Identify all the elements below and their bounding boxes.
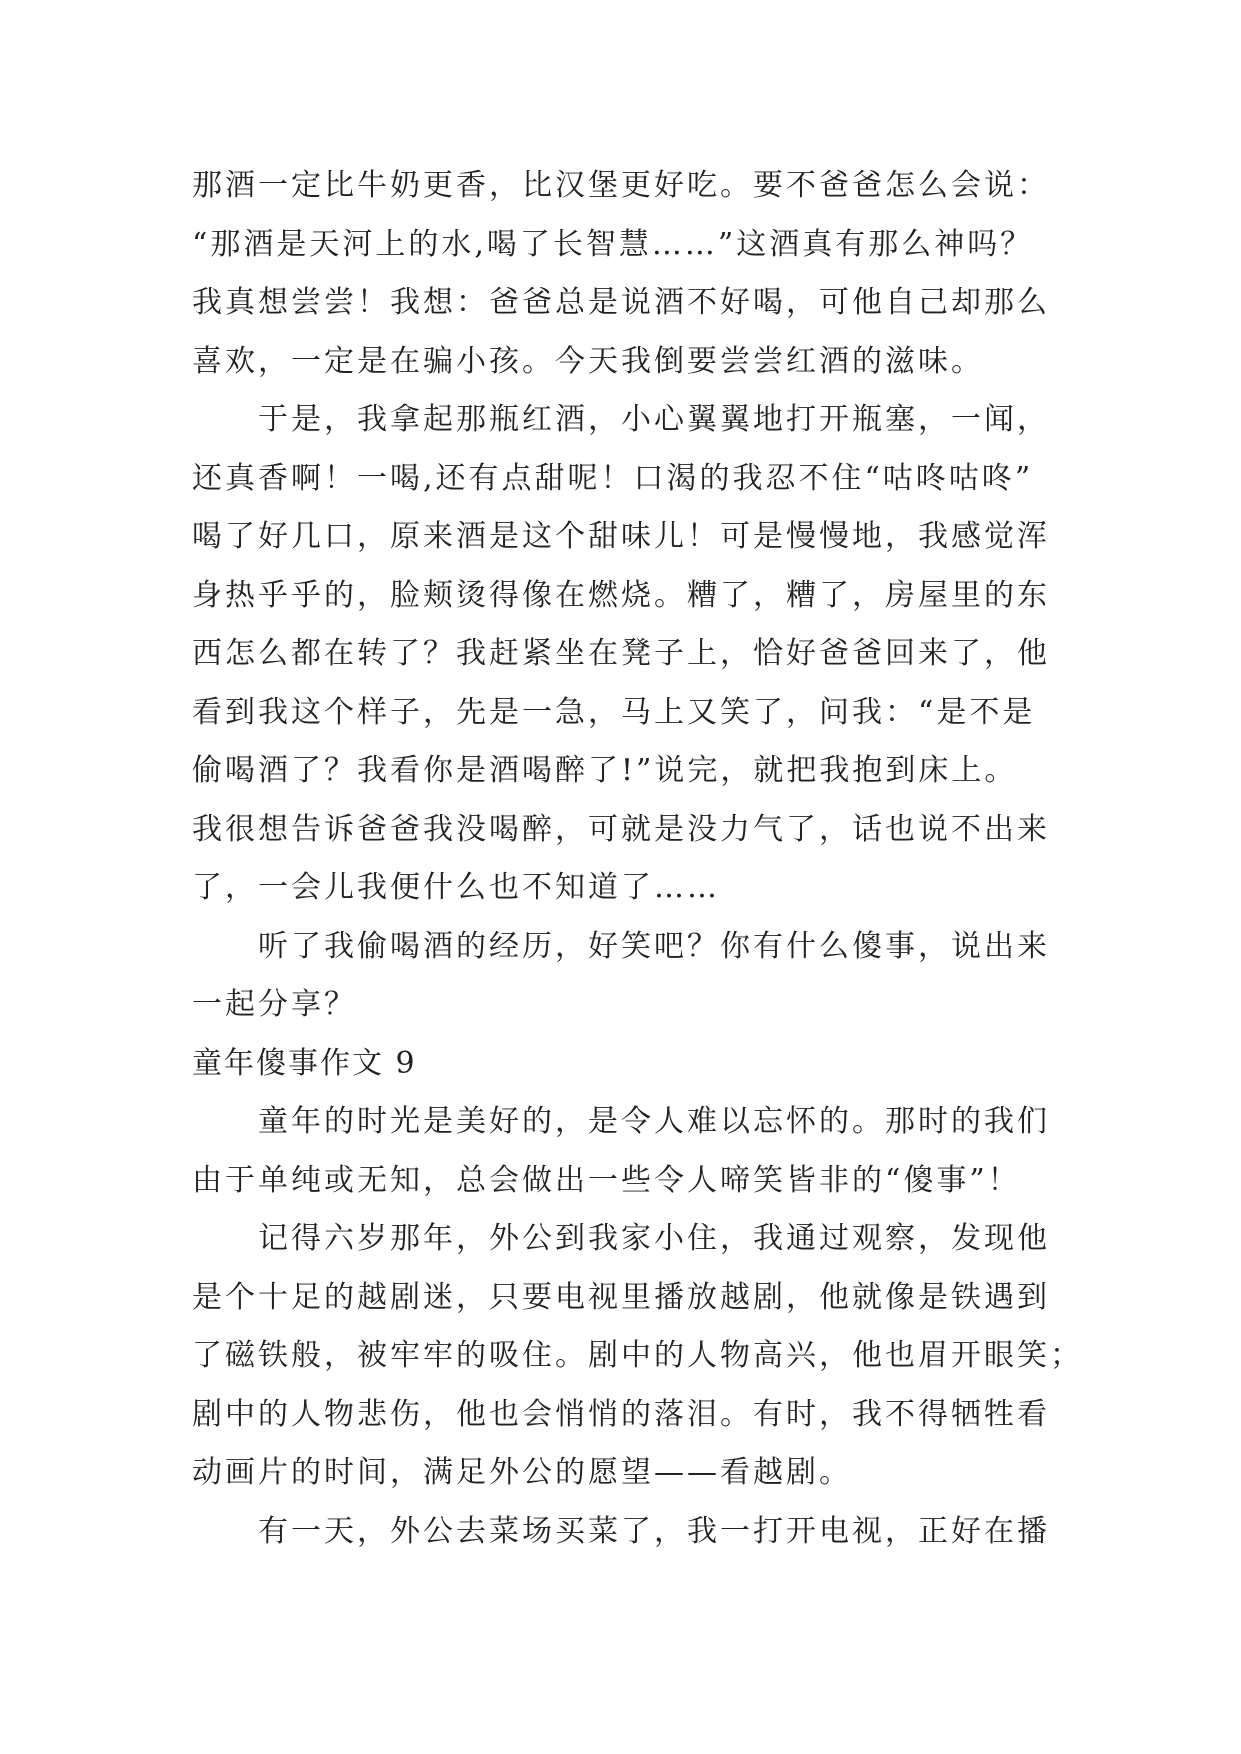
text-line: 还真香啊！一喝,还有点甜呢！口渴的我忍不住“咕咚咕咚” [192,460,1034,496]
section-heading: 童年傻事作文 9 [192,1045,417,1081]
text-line: 了磁铁般，被牢牢的吸住。剧中的人物高兴，他也眉开眼笑； [192,1338,1083,1373]
text-line: 听了我偷喝酒的经历，好笑吧？你有什么傻事，说出来 [258,928,1050,964]
text-line: 我很想告诉爸爸我没喝醉，可就是没力气了，话也说不出来 [192,811,1050,847]
text-line: “那酒是天河上的水,喝了长智慧……”这酒真有那么神吗？ [192,226,1034,262]
text-line: 于是，我拿起那瓶红酒，小心翼翼地打开瓶塞，一闻， [258,402,1050,437]
text-line: 看到我这个样子，先是一急，马上又笑了，问我：“是不是 [192,694,1036,730]
text-line: 了，一会儿我便什么也不知道了…… [192,870,720,905]
text-line: 一起分享？ [192,987,357,1022]
text-line: 喜欢，一定是在骗小孩。今天我倒要尝尝红酒的滋味。 [192,343,984,379]
text-line: 剧中的人物悲伤，他也会悄悄的落泪。有时，我不得牺牲看 [192,1396,1050,1432]
text-line: 是个十足的越剧迷，只要电视里播放越剧，他就像是铁遇到 [192,1279,1050,1315]
text-line: 偷喝酒了？我看你是酒喝醉了!”说完，就把我抱到床上。 [192,753,1018,788]
text-line: 喝了好几口，原来酒是这个甜味儿！可是慢慢地，我感觉浑 [192,519,1050,554]
text-line: 身热乎乎的，脸颊烫得像在燃烧。糟了，糟了，房屋里的东 [192,577,1050,613]
text-line: 动画片的时间，满足外公的愿望——看越剧。 [192,1455,852,1490]
text-line: 有一天，外公去菜场买菜了，我一打开电视，正好在播 [258,1513,1050,1549]
text-line: 那酒一定比牛奶更香，比汉堡更好吃。要不爸爸怎么会说： [192,168,1050,203]
text-line: 童年的时光是美好的，是令人难以忘怀的。那时的我们 [258,1104,1050,1139]
document-body [192,157,1083,1561]
text-line: 记得六岁那年，外公到我家小住，我通过观察，发现他 [258,1221,1050,1256]
text-line: 我真想尝尝！我想：爸爸总是说酒不好喝，可他自己却那么 [192,285,1050,320]
text-line: 由于单纯或无知，总会做出一些令人啼笑皆非的“傻事”！ [192,1162,1021,1198]
text-line: 西怎么都在转了？我赶紧坐在凳子上，恰好爸爸回来了，他 [192,636,1050,671]
